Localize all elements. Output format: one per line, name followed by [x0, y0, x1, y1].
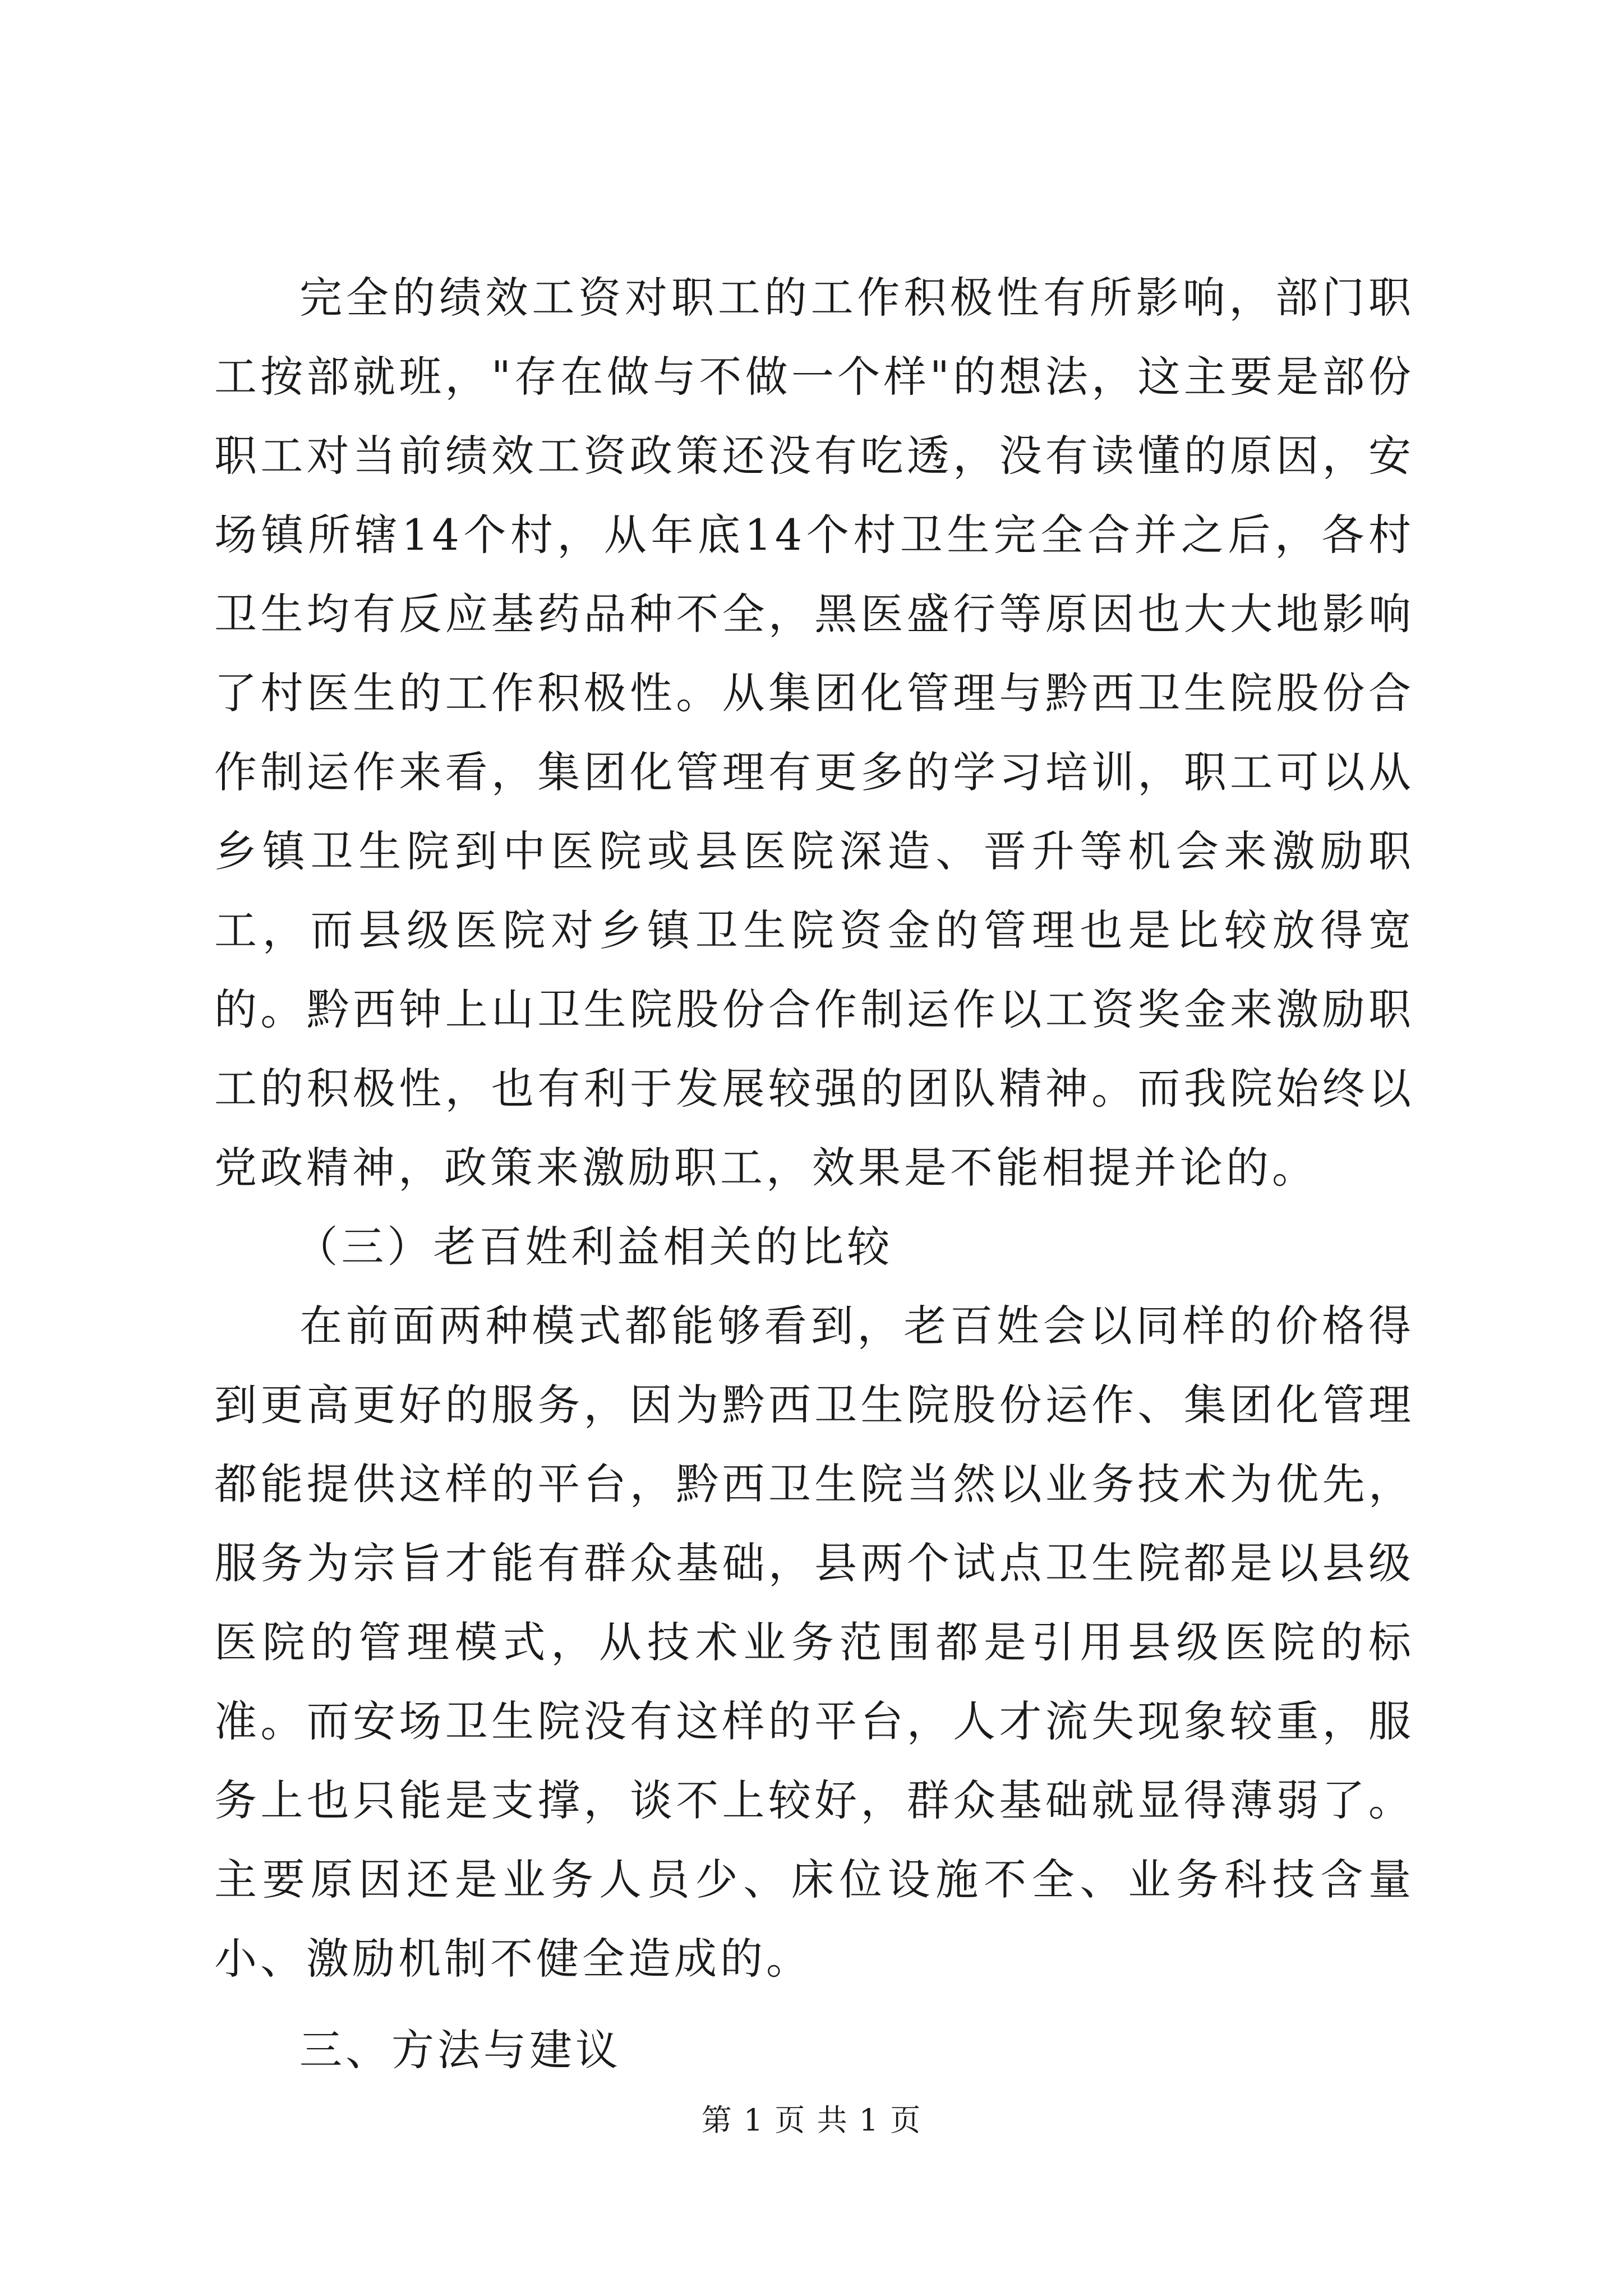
document-body	[214, 258, 1414, 2090]
page-footer: 第 1 页 共 1 页	[701, 2102, 922, 2138]
paragraph-performance-pay: 完全的绩效工资对职工的工作积极性有所影响，部门职工按部就班，"存在做与不做一个样"的想法，这主要是部份职工对当前绩效工资政策还没有吃透，没有读懂的原因，安场镇所辖14个村，从年底14个村卫生完全合并之后，各村卫生均有反应基药品种不全，黑医盛行等原因也大大地影响了村医生的工作积极性。从集团化管理与黔西卫生院股份合作制运作来看，集团化管理有更多的学习培训，职工可以从乡镇卫生院到中医院或县医院深造、晋升等机会来激励职工，而县级医院对乡镇卫生院资金的管理也是比较放得宽的。黔西钟上山卫生院股份合作制运作以工资奖金来激励职工的积极性，也有利于发展较强的团队精神。而我院始终以党政精神，政策来激励职工，效果是不能相提并论的。	[214, 273, 1414, 1193]
paragraph-public-services: 在前面两种模式都能够看到，老百姓会以同样的价格得到更高更好的服务，因为黔西卫生院股份运作、集团化管理都能提供这样的平台，黔西卫生院当然以业务技术为优先，服务为宗旨才能有群众基础，县两个试点卫生院都是以县级医院的管理模式，从技术业务范围都是引用县级医院的标准。而安场卫生院没有这样的平台，人才流失现象较重，服务上也只能是支撑，谈不上较好，群众基础就显得薄弱了。主要原因还是业务人员少、床位设施不全、业务科技含量小、激励机制不健全造成的。	[214, 1301, 1414, 1984]
subheading-public-interest: （三）老百姓利益相关的比较	[295, 1222, 893, 1272]
section-heading-methods: 三、方法与建议	[299, 2025, 621, 2075]
